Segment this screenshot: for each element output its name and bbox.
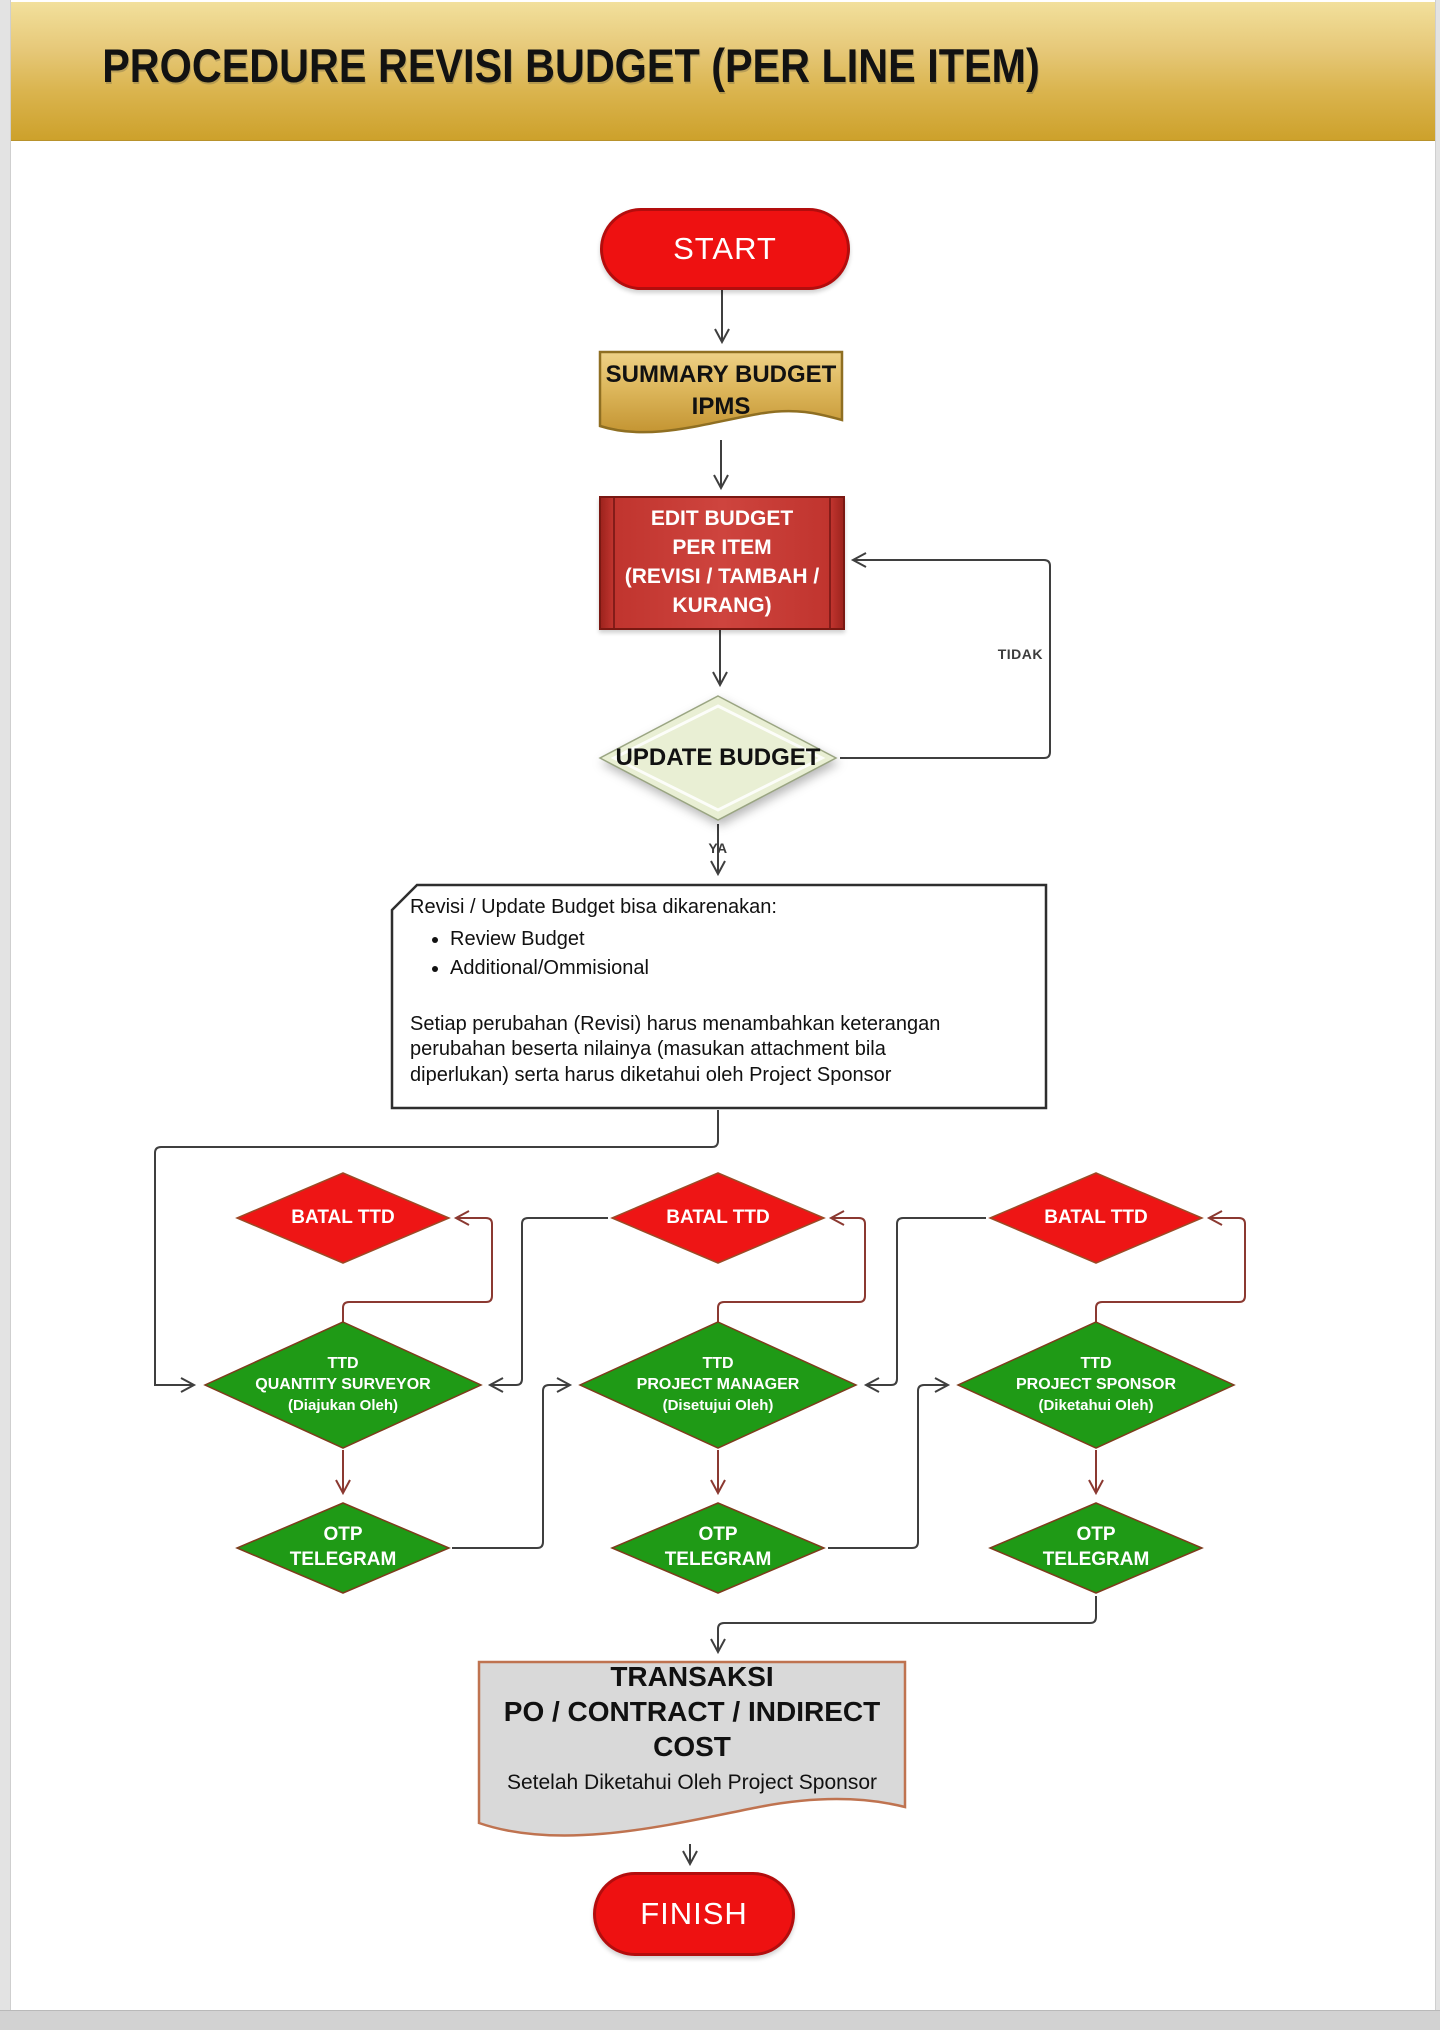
ttd-ps-label: TTD PROJECT SPONSOR (Diketahui Oleh) — [1015, 1355, 1177, 1415]
node-batal-ttd-1 — [235, 1171, 451, 1265]
node-otp-telegram-2 — [610, 1501, 826, 1595]
note-bullet-2: • Additional/Ommisional — [450, 956, 1034, 982]
note-intro: Revisi / Update Budget bisa dikarenakan: — [410, 896, 777, 918]
edge-otp3-transaksi — [718, 1596, 1096, 1652]
otp-telegram-label: OTP TELEGRAM — [664, 1524, 772, 1570]
note-text — [410, 895, 1034, 1089]
summary-label: SUMMARY BUDGET IPMS — [605, 361, 837, 420]
edit-budget-label: EDIT BUDGET PER ITEM (REVISI / TAMBAH / KURANG) — [624, 507, 820, 617]
otp-telegram-label: OTP TELEGRAM — [289, 1524, 397, 1570]
node-ttd-project-manager — [578, 1320, 858, 1450]
ttd-pm-label: TTD PROJECT MANAGER (Disetujui Oleh) — [636, 1355, 800, 1415]
node-otp-telegram-1 — [235, 1501, 451, 1595]
note-bullet-1: • Review Budget — [450, 927, 1034, 953]
batal-ttd-label: BATAL TTD — [291, 1207, 395, 1229]
otp-telegram-label: OTP TELEGRAM — [1042, 1524, 1150, 1570]
node-note-box — [390, 883, 1048, 1110]
node-ttd-project-sponsor — [956, 1320, 1236, 1450]
node-transaksi — [477, 1660, 907, 1850]
update-budget-label: UPDATE BUDGET — [615, 744, 821, 771]
ttd-qs-label: TTD QUANTITY SURVEYOR (Diajukan Oleh) — [255, 1355, 431, 1415]
transaksi-label: TRANSAKSI PO / CONTRACT / INDIRECT COST Setelah Diketahui Oleh Project Sponsor — [503, 1661, 881, 1795]
node-batal-ttd-3 — [988, 1171, 1204, 1265]
node-update-budget — [598, 694, 838, 822]
edge-label-ya: YA — [708, 840, 728, 856]
page-title: PROCEDURE REVISI BUDGET (PER LINE ITEM) — [102, 39, 1040, 92]
start-label: START — [673, 230, 777, 266]
note-bullets — [410, 927, 1034, 982]
page-bottom-margin — [0, 2010, 1440, 2030]
node-batal-ttd-2 — [610, 1171, 826, 1265]
note-paragraph: Setiap perubahan (Revisi) harus menambahkan keterangan perubahan beserta nilainya (masukan attachment bila diperlukan) serta harus diketahui oleh Project Sponsor — [410, 1012, 941, 1086]
node-summary-budget-ipms — [598, 350, 844, 445]
node-ttd-quantity-surveyor — [203, 1320, 483, 1450]
node-finish — [593, 1872, 795, 1956]
edge-label-tidak: TIDAK — [997, 646, 1043, 662]
finish-label: FINISH — [640, 1895, 748, 1931]
node-otp-telegram-3 — [988, 1501, 1204, 1595]
node-start — [600, 208, 850, 290]
batal-ttd-label: BATAL TTD — [1044, 1207, 1148, 1229]
node-edit-budget — [599, 496, 845, 630]
batal-ttd-label: BATAL TTD — [666, 1207, 770, 1229]
